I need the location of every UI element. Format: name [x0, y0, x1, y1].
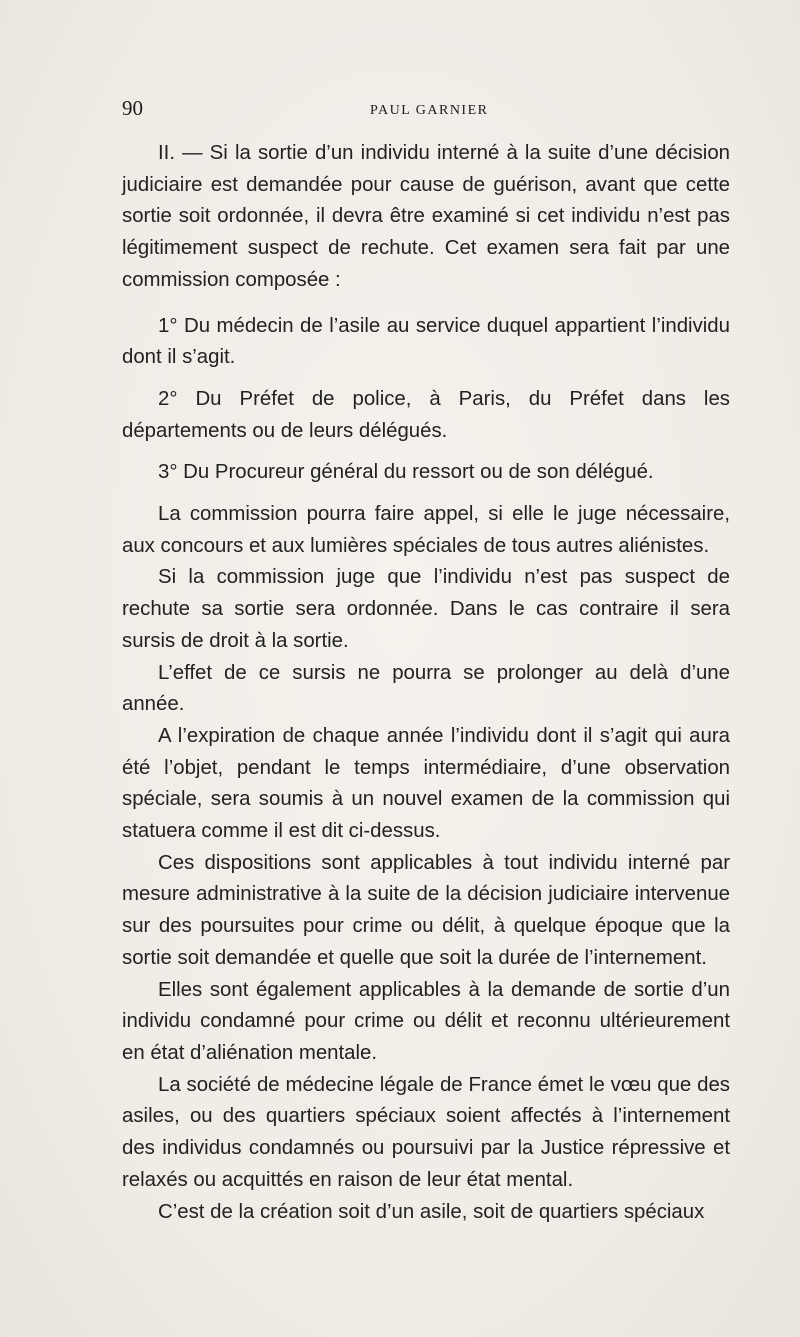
page-number: 90 [122, 96, 143, 120]
paragraph: 1° Du médecin de l’asile au service duquel appartient l’individu dont il s’agit. [122, 314, 730, 369]
paragraph: La société de médecine légale de France émet le vœu que des asiles, ou des quartiers spéciaux soient affectés à l’internement des individus condamnés ou poursuivi par la Justice répressive et relaxés ou acquittés en raison de leur état mental. [122, 1073, 730, 1191]
paragraph: L’effet de ce sursis ne pourra se prolonger au delà d’une année. [122, 661, 730, 716]
paragraph: 3° Du Procureur général du ressort ou de son délégué. [158, 461, 654, 484]
paragraph: Si la commission juge que l’individu n’est pas suspect de rechute sa sortie sera ordonnée. Dans le cas contraire il sera sursis de droit à la sortie. [122, 566, 730, 652]
paragraph: C’est de la création soit d’un asile, soit de quartiers spéciaux [158, 1200, 705, 1223]
running-head: PAUL GARNIER [370, 103, 489, 118]
paragraph: A l’expiration de chaque année l’individu dont il s’agit qui aura été l’objet, pendant le temps intermédiaire, d’une observation spéciale, sera soumis à un nouvel examen de la commission qui statuera comme il est dit ci-dessus. [122, 724, 730, 843]
body-text [122, 138, 730, 1228]
paragraph: Ces dispositions sont applicables à tout individu interné par mesure administrative à la suite de la décision judiciaire intervenue sur des poursuites pour crime ou délit, à quelque époque que la sortie soit demandée et quelle que soit la durée de l’internement. [122, 851, 730, 969]
paragraph: 2° Du Préfet de police, à Paris, du Préfet dans les départements ou de leurs délégués. [122, 387, 730, 442]
page-header [122, 96, 730, 124]
paragraph: Elles sont également applicables à la demande de sortie d’un individu condamné pour crime ou délit et reconnu ultérieurement en état d’aliénation mentale. [122, 978, 730, 1064]
paragraph: La commission pourra faire appel, si elle le juge nécessaire, aux concours et aux lumières spéciales de tous autres aliénistes. [122, 503, 730, 557]
paragraph: II. — Si la sortie d’un individu interné à la suite d’une décision judiciaire est demandée pour cause de guérison, avant que cette sortie soit ordonnée, il devra être examiné si cet individu n’est pas légitimement suspect de rechute. Cet examen sera fait par une commission composée : [122, 142, 730, 291]
